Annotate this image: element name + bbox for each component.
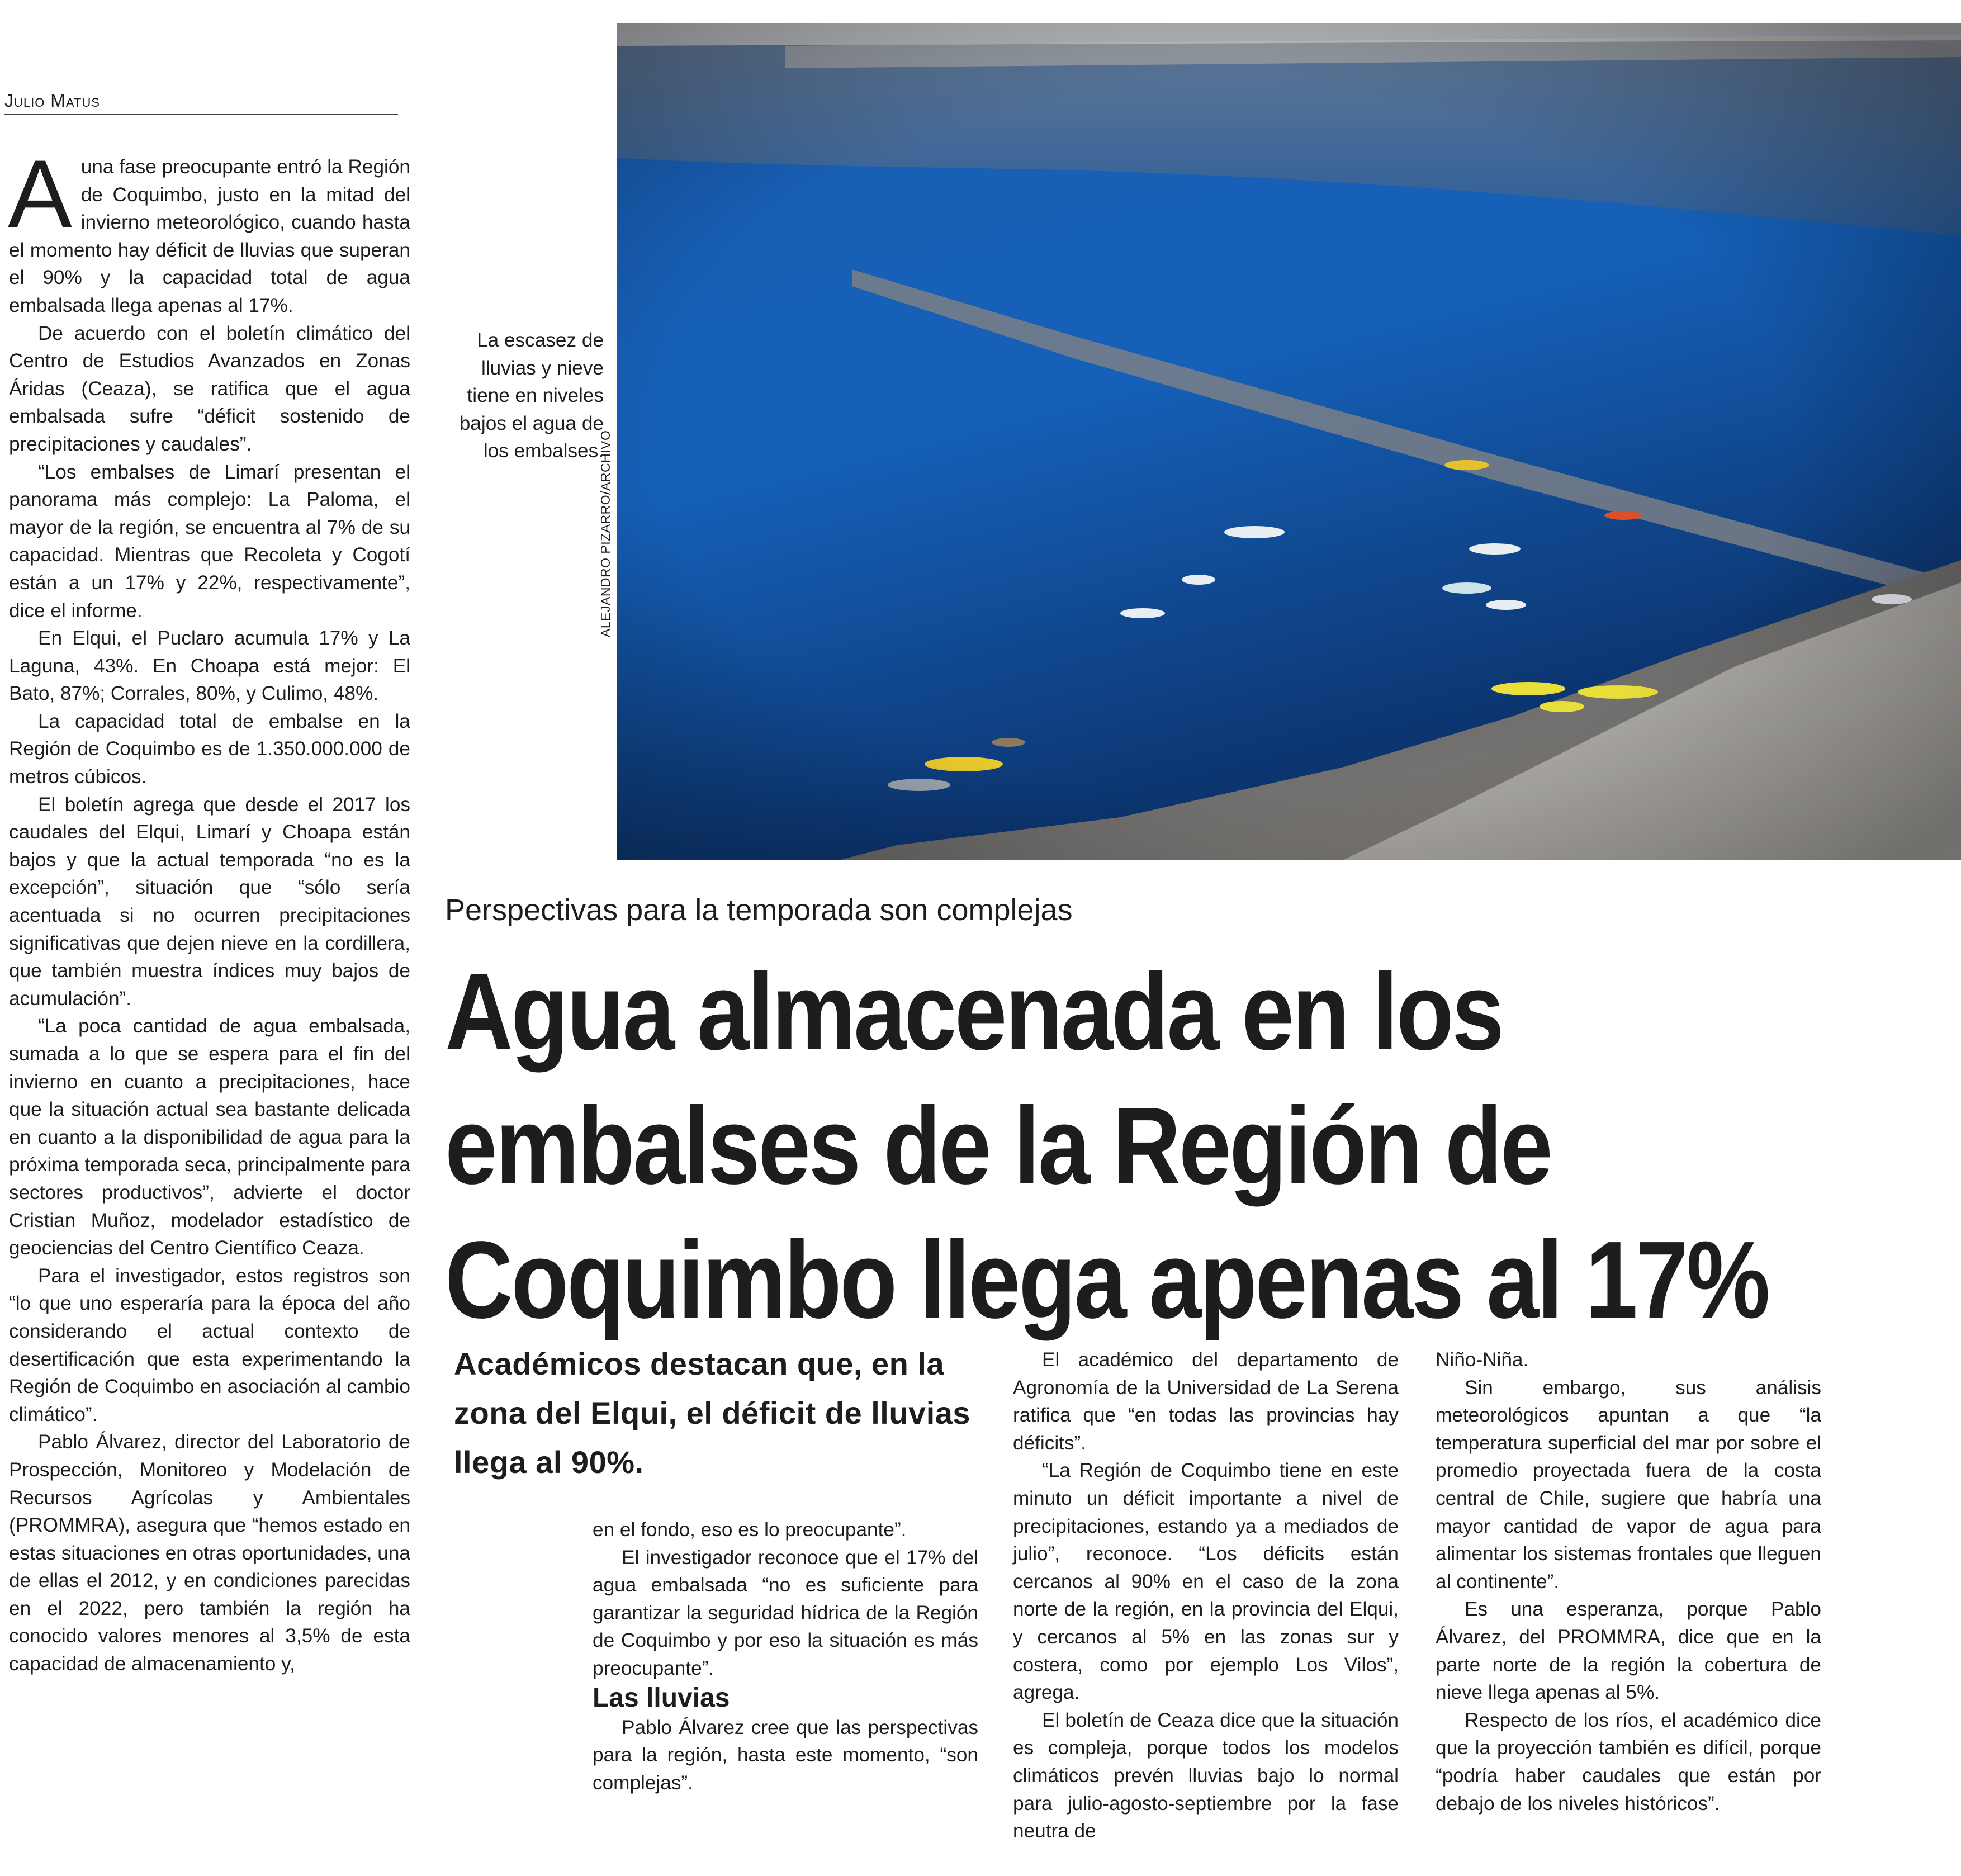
paragraph: “La Región de Coquimbo tiene en este minuto un déficit importante a nivel de precipitaciones, estando ya a mediados de julio”, reconoce. “Los déficits están cercanos al 90% en el caso de la zona norte de la región, en la provincia del Elqui, y cercanos al 5% en las zonas sur y costera, como por ejemplo Los Vilos”, agrega.: [1013, 1460, 1399, 1704]
paragraph: Para el investigador, estos registros son “lo que uno esperaría para la época del año considerando el actual contexto de desertificación que esta experimentando la Región de Coquimbo en asociación al cambio climático”.: [9, 1264, 410, 1425]
paragraph: Sin embargo, sus análisis meteorológicos apuntan a que “la temperatura superficial del mar por sobre el promedio proyectada fuera de la costa central de Chile, sugiere que habría una mayor cantidad de vapor de agua para alimentar los sistemas frontales que lleguen al continente”.: [1436, 1376, 1821, 1593]
byline: Julio Matus: [4, 89, 398, 115]
paragraph: “Los embalses de Limarí presentan el panorama más complejo: La Paloma, el mayor de la región, se encuentra al 7% de su capacidad. Mientras que Recoleta y Cogotí están a un 17% y 22%, respectivamente”, dice el informe.: [9, 461, 410, 622]
headline-line: Coquimbo llega apenas al 17%: [445, 1219, 1769, 1341]
article-column-1: [8, 140, 410, 1678]
article-column-2: [593, 1516, 978, 1797]
paragraph: Es una esperanza, porque Pablo Álvarez, del PROMMRA, dice que en la parte norte de la región la cobertura de nieve llega apenas al 5%.: [1436, 1598, 1821, 1704]
paragraph: El académico del departamento de Agronomía de la Universidad de La Serena ratifica que “en todas las provincias hay déficits”.: [1013, 1349, 1399, 1454]
photo-credit: ALEJANDRO PIZARRO/ARCHIVO: [598, 430, 613, 637]
reservoir-photo-image: [617, 23, 1961, 860]
paragraph: Pablo Álvarez cree que las perspectivas para la región, hasta este momento, “son complejas”.: [593, 1716, 978, 1794]
photo-caption: La escasez de lluvias y nieve tiene en niveles bajos el agua de los embalses.: [459, 329, 604, 462]
kicker: Perspectivas para la temporada son complejas: [445, 893, 1073, 927]
article-column-3: [1013, 1346, 1399, 1845]
article-column-4: [1436, 1346, 1821, 1817]
headline-line: Agua almacenada en los: [445, 950, 1503, 1073]
paragraph: en el fondo, eso es lo preocupante”.: [593, 1519, 907, 1541]
paragraph: “La poca cantidad de agua embalsada, sumada a lo que se espera para el fin del invierno en cuanto a precipitaciones, hace que la situación actual sea bastante delicada en cuanto a la disponibilidad de agua para la próxima temporada seca, principalmente para sectores productivos”, advierte el doctor Cristian Muñoz, modelador estadístico de geociencias del Centro Científico Ceaza.: [9, 1015, 410, 1259]
lead-paragraph: Auna fase preocupante entró la Región de Coquimbo, justo en la mitad del invierno meteorológico, cuando hasta el momento hay déficit de lluvias que superan el 90% y la capacidad total de agua embalsada llega apenas al 17%.: [8, 140, 410, 316]
paragraph: Pablo Álvarez, director del Laboratorio de Prospección, Monitoreo y Modelación de Recursos Agrícolas y Ambientales (PROMMRA), asegura que “hemos estado en estas situaciones en otras oportunidades, una de ellas el 2012, y en condiciones parecidas en el 2022, pero también la región ha conocido valores menores al 3,5% de esta capacidad de almacenamiento y,: [9, 1431, 410, 1675]
paragraph: De acuerdo con el boletín climático del Centro de Estudios Avanzados en Zonas Áridas (Ceaza), se ratifica que el agua embalsada sufre “déficit sostenido de precipitaciones y caudales”.: [9, 322, 410, 455]
paragraph: La capacidad total de embalse en la Región de Coquimbo es de 1.350.000.000 de metros cúbicos.: [9, 710, 410, 788]
subhead: Las lluvias: [593, 1683, 730, 1713]
paragraph: El boletín de Ceaza dice que la situación es compleja, porque todos los modelos climáticos prevén lluvias bajo lo normal para julio-agosto-septiembre por la fase neutra de: [1013, 1709, 1399, 1842]
paragraph: En Elqui, el Puclaro acumula 17% y La Laguna, 43%. En Choapa está mejor: El Bato, 87%; Corrales, 80%, y Culimo, 48%.: [9, 627, 410, 705]
paragraph: El investigador reconoce que el 17% del agua embalsada “no es suficiente para garantizar la seguridad hídrica de la Región de Coquimbo y por eso la situación es más preocupante”.: [593, 1546, 978, 1679]
headline-line: embalses de la Región de: [445, 1084, 1551, 1207]
reservoir-photo: [617, 23, 1961, 860]
headline: [445, 945, 1769, 1347]
paragraph: El boletín agrega que desde el 2017 los caudales del Elqui, Limarí y Choapa están bajos y que la actual temporada “no es la excepción”, situación que “sólo sería acentuada si no ocurren precipitaciones significativas que dejen nieve en la cordillera, que también muestra índices muy bajos de acumulación”.: [9, 793, 410, 1010]
deck: Académicos destacan que, en la zona del Elqui, el déficit de lluvias llega al 90%.: [454, 1346, 971, 1480]
paragraph: Respecto de los ríos, el académico dice que la proyección también es difícil, porque “podría haber caudales que están por debajo de los niveles históricos”.: [1436, 1709, 1821, 1815]
paragraph: Niño-Niña.: [1436, 1349, 1529, 1371]
drop-cap: A: [8, 140, 72, 248]
